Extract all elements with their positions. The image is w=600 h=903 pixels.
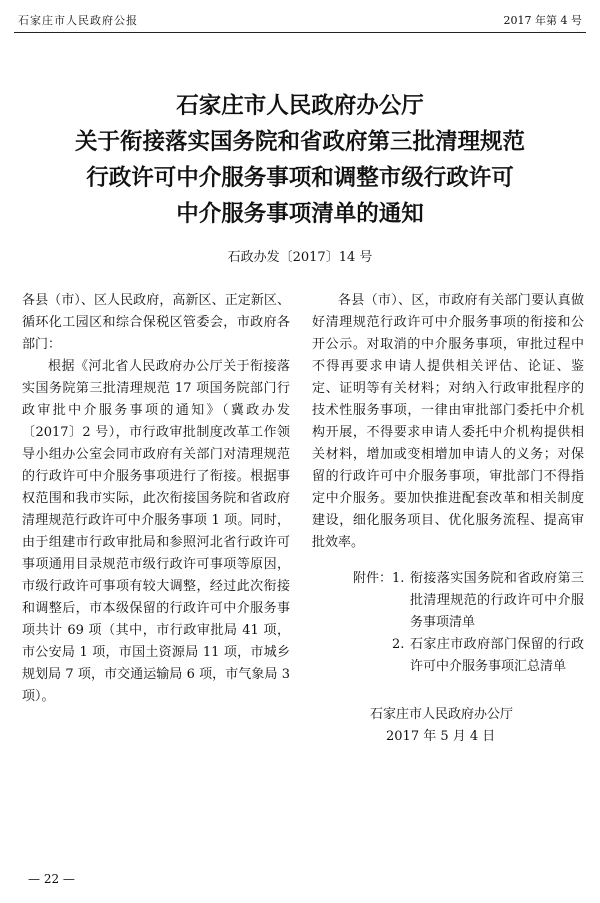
attachment-number: 2.	[392, 637, 405, 652]
addressee: 各县（市）、区人民政府，高新区、正定新区、循环化工园区和综合保税区管委会，市政府各部门：	[22, 293, 290, 352]
title-line-1: 石家庄市人民政府办公厅	[176, 93, 424, 119]
attachments	[312, 568, 584, 678]
attachment-item	[392, 634, 584, 678]
attachment-number: 1.	[392, 571, 405, 586]
signature-date: 2017 年 5 月 4 日	[386, 729, 496, 744]
document-title	[20, 88, 580, 232]
header-publication-name: 石家庄市人民政府公报	[18, 14, 138, 27]
document-number: 石政办发〔2017〕14 号	[227, 250, 373, 265]
header-divider	[14, 32, 586, 33]
page-header	[18, 12, 582, 28]
body-paragraph-2: 各县（市）、区，市政府有关部门要认真做好清理规范行政许可中介服务事项的衔接和公开公示。对取消的中介服务事项，审批过程中不得再要求申请人提供相关评估、论证、鉴定、证明等有关材料；对纳入行政审批程序的技术性服务事项，一律由审批部门委托中介机构开展，不得要求申请人委托中介机构提供相关材料，增加或变相增加申请人的义务；对保留的行政许可中介服务事项，审批部门不得指定中介服务。要加快推进配套改革和相关制度建设，细化服务项目、优化服务流程、提高审批效率。	[312, 293, 584, 550]
attachment-title: 石家庄市政府部门保留的行政许可中介服务事项汇总清单	[410, 637, 584, 674]
left-column	[22, 290, 290, 708]
attachments-label: 附件：	[352, 571, 392, 586]
title-line-2: 关于衔接落实国务院和省政府第三批清理规范	[74, 129, 525, 155]
page-number: — 22 —	[28, 872, 75, 886]
signature-organization: 石家庄市人民政府办公厅	[370, 707, 514, 722]
body-paragraph-1: 根据《河北省人民政府办公厅关于衔接落实国务院第三批清理规范 17 项国务院部门行政审批中介服务事项的通知》（冀政办发〔2017〕2 号），市行政审批制度改革工作领导小组办公室会同市政府有关部门对清理规范的行政许可中介服务事项进行了衔接。根据事权范围和我市实际，此次衔接国务院和省政府清理规范行政许可中介服务事项 1 项。同时，由于组建市行政审批局和参照河北省行政许可事项通用目录规范市级行政许可事项等原因，市级行政许可事项有较大调整，经过此次衔接和调整后，市本级保留的行政许可中介服务事项共计 69 项（其中，市行政审批局 41 项，市公安局 1 项，市国土资源局 11 项，市城乡规划局 7 项，市交通运输局 6 项，市气象局 3 项）。	[22, 359, 290, 704]
signature-block	[312, 704, 584, 748]
right-column	[312, 290, 584, 748]
attachment-item	[392, 568, 584, 634]
header-issue-number: 2017 年第 4 号	[503, 14, 582, 27]
attachments-list	[392, 568, 584, 678]
title-line-3: 行政许可中介服务事项和调整市级行政许可	[86, 165, 514, 191]
title-line-4: 中介服务事项清单的通知	[176, 201, 424, 227]
attachment-title: 衔接落实国务院和省政府第三批清理规范的行政许可中介服务事项清单	[410, 571, 584, 630]
